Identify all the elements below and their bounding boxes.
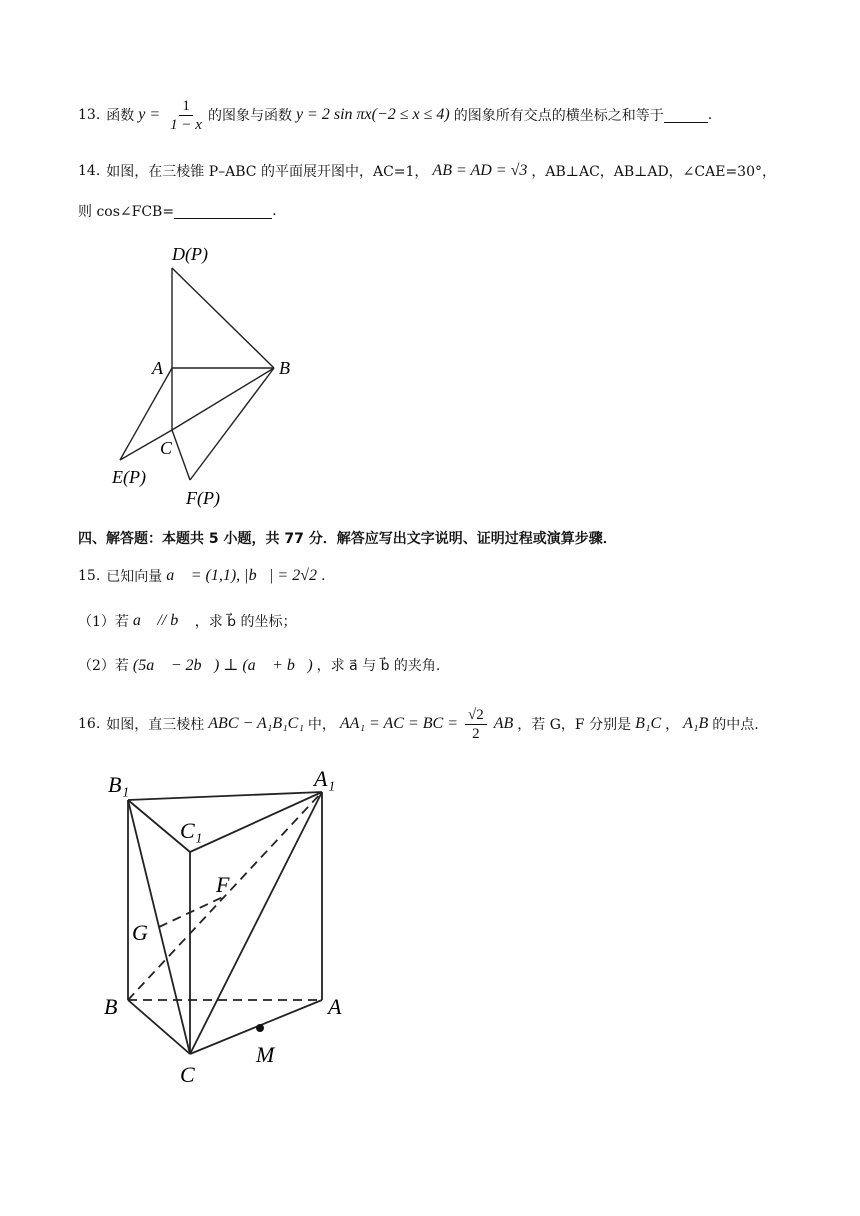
q16-math4: B₁C <box>635 715 662 732</box>
point-m <box>256 1024 264 1032</box>
label-f: F(P) <box>186 488 220 508</box>
figure-14-net-diagram <box>100 238 320 518</box>
q15-p1-label: （1）若 <box>78 614 129 630</box>
q13-answer-blank <box>664 108 708 123</box>
q16-math5: A₁B <box>683 715 709 732</box>
q14-line2: 则 cos∠FCB= <box>78 204 175 220</box>
q16-text4: ， <box>665 717 680 733</box>
q16-number: 16. <box>78 716 101 732</box>
question-15-part1 <box>78 608 297 634</box>
q15-p1-math: a⃗ // b⃗ <box>132 612 191 629</box>
q15-p1-text: ，求 b⃗ 的坐标； <box>194 614 297 630</box>
label-c1: C₁ <box>180 818 203 843</box>
q15-p2-math: (5a⃗ − 2b⃗) ⊥ (a⃗ + b⃗) <box>132 657 313 674</box>
label-e: E(P) <box>112 467 146 487</box>
q14-answer-blank <box>174 204 272 219</box>
q16-fraction-numerator: √2 <box>465 706 487 725</box>
label-b: B <box>279 358 290 378</box>
question-16 <box>78 700 759 748</box>
q16-text3: ，若 G，F 分别是 <box>517 717 632 733</box>
q14-text1: 如图，在三棱锥 P–ABC 的平面展开图中，AC=1， <box>106 164 429 180</box>
edge-d-b <box>172 268 274 368</box>
edge-c-b <box>172 368 274 430</box>
label-g: G <box>132 920 148 945</box>
label-c: C <box>160 438 173 458</box>
q13-pre: 函数 <box>106 108 135 124</box>
edge-b1-a1 <box>128 792 322 800</box>
q16-text2: 中， <box>307 717 336 733</box>
q14-end: . <box>272 203 277 219</box>
q15-number: 15. <box>78 568 101 584</box>
edge-f-b <box>190 368 274 480</box>
q15-text: 已知向量 <box>106 569 163 585</box>
label-b1: B₁ <box>108 772 130 797</box>
q13-fraction-denominator: 1 − x <box>170 116 202 133</box>
q16-text1: 如图，直三棱柱 <box>106 717 205 733</box>
question-15 <box>78 562 325 590</box>
question-13 <box>78 94 712 136</box>
q13-expression: y = 2 sin πx(−2 ≤ x ≤ 4) <box>295 106 450 123</box>
question-14-line1 <box>78 158 776 184</box>
edge-c1-a1 <box>190 792 322 852</box>
label-a: A <box>152 358 163 378</box>
label-d: D(P) <box>172 244 208 264</box>
label-c: C <box>180 1062 195 1087</box>
q14-number: 14. <box>78 163 101 179</box>
q15-p2-label: （2）若 <box>78 658 129 674</box>
figure-16-prism-diagram <box>96 764 356 1094</box>
q13-mid: 的图象与函数 <box>207 108 292 124</box>
label-b: B <box>104 994 118 1019</box>
q16-fraction <box>465 706 487 743</box>
q16-math1: ABC − A₁B₁C₁ <box>208 715 304 732</box>
edge-g-f-hidden <box>159 896 225 927</box>
q14-text2: ，AB⊥AC，AB⊥AD，∠CAE=30°， <box>531 164 776 180</box>
q13-fraction-numerator: 1 <box>179 97 193 116</box>
label-a: A <box>328 994 342 1019</box>
q13-number: 13. <box>78 107 101 123</box>
label-a1: A₁ <box>314 766 336 791</box>
q14-math: AB = AD = √3 <box>432 162 528 179</box>
q13-yeq: y = <box>138 106 161 123</box>
question-15-part2 <box>78 650 440 680</box>
q16-fraction-denominator: 2 <box>472 725 480 742</box>
edge-b-c <box>128 1000 190 1054</box>
label-f: F <box>216 872 230 897</box>
q16-math2: AA₁ = AC = BC = <box>339 715 459 732</box>
q15-math: a⃗ = (1,1), |b⃗| = 2√2 <box>166 567 317 584</box>
q16-math3: AB <box>493 715 514 732</box>
q15-p2-text: ，求 a⃗ 与 b⃗ 的夹角. <box>316 658 441 674</box>
q13-post: 的图象所有交点的横坐标之和等于 <box>453 108 664 124</box>
q15-end: . <box>320 568 326 584</box>
question-14-line2 <box>78 198 277 224</box>
q16-text5: 的中点. <box>712 717 759 733</box>
edge-c-f <box>172 430 190 480</box>
label-m: M <box>256 1042 275 1067</box>
edge-a1-c <box>190 792 322 1054</box>
q13-fraction <box>167 97 205 134</box>
q13-end: . <box>707 107 713 123</box>
section-4-heading: 四、解答题：本题共 5 小题，共 77 分．解答应写出文字说明、证明过程或演算步骤． <box>78 531 617 547</box>
